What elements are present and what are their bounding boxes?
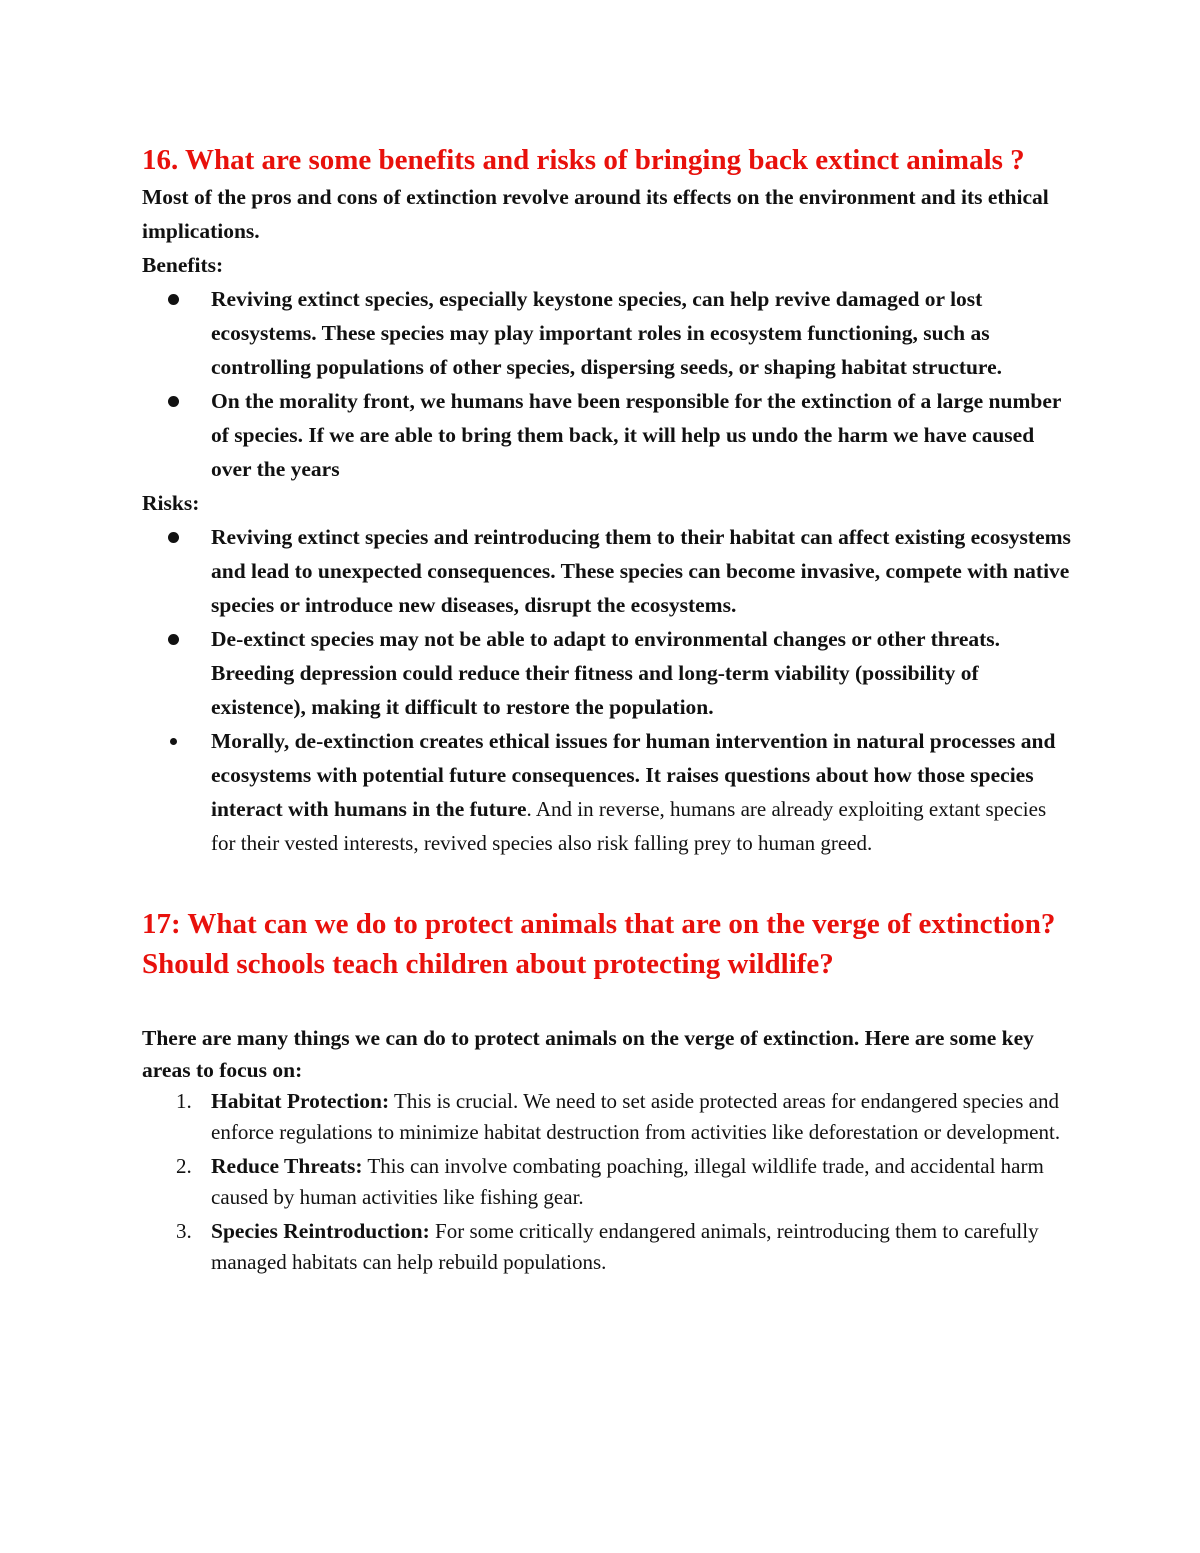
item-term: Habitat Protection:: [211, 1089, 390, 1113]
risk-text-bold: Morally, de-extinction creates ethical issues for human intervention in natural processes and ecosystems with potential future consequences. It raises questions about how those species interact with humans in the future: [211, 729, 1056, 821]
item-number: 2.: [176, 1154, 192, 1178]
benefit-text: Reviving extinct species, especially keystone species, can help revive damaged or lost ecosystems. These species may play important roles in ecosystem functioning, such as controlling populations of other species, dispersing seeds, or shaping habitat structure.: [211, 287, 1003, 379]
protection-list: [142, 1086, 1072, 1278]
question-17-intro: There are many things we can do to protect animals on the verge of extinction. Here are some key areas to focus on:: [142, 1026, 1034, 1082]
bullet-icon: [168, 396, 179, 407]
bullet-icon: [168, 634, 179, 645]
benefits-label: Benefits:: [142, 253, 224, 277]
item-text: This is crucial. We need to set aside protected areas for endangered species and enforce regulations to minimize habitat destruction from activities like deforestation or development.: [211, 1089, 1061, 1144]
item-term: Species Reintroduction:: [211, 1219, 430, 1243]
question-16-heading: 16. What are some benefits and risks of bringing back extinct animals ?: [142, 144, 1025, 176]
risk-text-plain: . And in reverse, humans are already exploiting extant species for their vested interests, revived species also risk falling prey to human greed.: [211, 797, 1047, 855]
section-spacer: [142, 984, 1072, 1022]
section-spacer: [142, 860, 1072, 904]
item-term: Reduce Threats:: [211, 1154, 363, 1178]
risk-text: De-extinct species may not be able to adapt to environmental changes or other threats. Breeding depression could reduce their fitness and long-term viability (possibility of existence), making it difficult to restore the population.: [211, 627, 1001, 719]
document-page: [142, 140, 1072, 1281]
item-number: 3.: [176, 1219, 192, 1243]
list-item: [142, 520, 1072, 622]
list-item: [142, 1151, 1072, 1213]
risks-label: Risks:: [142, 491, 200, 515]
bullet-icon: [170, 738, 177, 745]
list-item: [142, 1216, 1072, 1278]
bullet-icon: [168, 532, 179, 543]
benefit-text: On the morality front, we humans have been responsible for the extinction of a large number of species. If we are able to bring them back, it will help us undo the harm we have caused over the years: [211, 389, 1062, 481]
list-item: [142, 724, 1072, 860]
risks-list: [142, 520, 1072, 860]
benefits-list: [142, 282, 1072, 486]
risk-text: Reviving extinct species and reintroducing them to their habitat can affect existing ecosystems and lead to unexpected consequences. These species can become invasive, compete with native species or introduce new diseases, disrupt the ecosystems.: [211, 525, 1071, 617]
item-number: 1.: [176, 1089, 192, 1113]
list-item: [142, 282, 1072, 384]
list-item: [142, 384, 1072, 486]
list-item: [142, 1086, 1072, 1148]
question-16-intro: Most of the pros and cons of extinction revolve around its effects on the environment and its ethical implications.: [142, 185, 1049, 243]
item-text: This can involve combating poaching, illegal wildlife trade, and accidental harm caused by human activities like fishing gear.: [211, 1154, 1044, 1209]
list-item: [142, 622, 1072, 724]
question-17-heading: 17: What can we do to protect animals that are on the verge of extinction? Should schools teach children about protecting wildlife?: [142, 908, 1056, 980]
item-text: For some critically endangered animals, reintroducing them to carefully managed habitats can help rebuild populations.: [211, 1219, 1039, 1274]
bullet-icon: [168, 294, 179, 305]
